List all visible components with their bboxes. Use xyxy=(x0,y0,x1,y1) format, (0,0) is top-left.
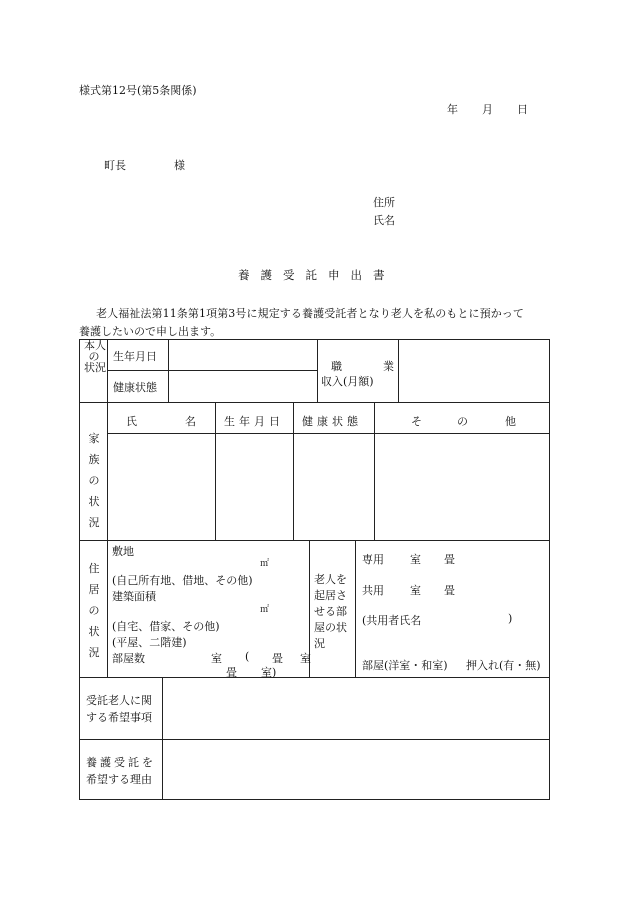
rooms-unit-3: 室) xyxy=(261,666,277,679)
shared-room-label: 共用 xyxy=(362,584,384,597)
wishes-field[interactable] xyxy=(166,680,546,736)
tatami-unit-1: 畳 xyxy=(272,652,283,665)
reason-field[interactable] xyxy=(166,742,546,797)
addressee-label: 町長 xyxy=(104,159,126,172)
health-field[interactable] xyxy=(172,373,316,399)
bottom-label-divider xyxy=(162,677,163,799)
rooms-unit-2: 室 xyxy=(300,652,311,665)
intro-line-2: 養護したいので申し出ます。 xyxy=(79,325,222,338)
tatami-unit-2: 畳 xyxy=(226,666,237,679)
addressee-suffix: 様 xyxy=(174,159,185,172)
birthdate-label: 生年月日 xyxy=(113,350,157,363)
family-col-divider-3 xyxy=(374,402,375,540)
private-room-unit: 室 xyxy=(410,553,421,566)
housing-label-divider xyxy=(107,540,108,677)
income-label: 収入(月額) xyxy=(321,375,374,388)
sqm-unit-1: ㎡ xyxy=(260,559,270,569)
date-month-label: 月 xyxy=(482,103,493,116)
col-birthdate: 生年月日 xyxy=(224,415,284,428)
date-day-label: 日 xyxy=(517,103,528,116)
document-title: 養護受託申出書 xyxy=(238,268,396,282)
family-other-field[interactable] xyxy=(377,436,547,538)
col-other-b: の xyxy=(457,415,468,428)
housing-status-label: 住 居 の 状 況 xyxy=(88,562,100,659)
family-col-divider-1 xyxy=(215,402,216,540)
rooms-label: 部屋数 xyxy=(112,652,145,665)
floor-options: (平屋、二階建) xyxy=(112,636,187,649)
private-tatami-unit: 畳 xyxy=(444,553,455,566)
sqm-unit-2: ㎡ xyxy=(260,605,270,615)
application-table xyxy=(79,339,550,800)
occupation-divider xyxy=(398,340,399,402)
date-year-label: 年 xyxy=(447,103,458,116)
occupation-label-a: 職 xyxy=(331,360,342,373)
private-room-label: 専用 xyxy=(362,553,384,566)
col-other-c: 他 xyxy=(505,415,516,428)
form-number: 様式第12号(第5条関係) xyxy=(79,84,197,97)
site-label: 敷地 xyxy=(112,545,134,558)
self-row-divider xyxy=(107,370,317,371)
col-name-a: 氏 xyxy=(126,415,137,428)
reason-label: 養護受託を 希望する理由 xyxy=(86,756,156,786)
occupation-label-b: 業 xyxy=(383,360,394,373)
family-status-label: 家 族 の 状 況 xyxy=(88,432,100,529)
self-mid-divider xyxy=(317,340,318,402)
elder-room-label: 老人を 起居さ せる部 屋の状 況 xyxy=(314,573,347,650)
rooms-unit: 室 xyxy=(211,652,222,665)
name-label: 氏名 xyxy=(373,214,395,227)
building-options: (自宅、借家、その他) xyxy=(112,620,220,633)
section-divider-1 xyxy=(80,402,549,403)
intro-line-1: 老人福祉法第11条第1項第3号に規定する養護受託者となり老人を私のもとに預かって xyxy=(96,307,524,320)
col-health: 健康状態 xyxy=(302,415,362,428)
family-name-field[interactable] xyxy=(110,436,213,538)
health-label: 健康状態 xyxy=(113,381,157,394)
co-user-label: (共用者氏名 xyxy=(362,614,422,627)
birthdate-field[interactable] xyxy=(172,342,316,368)
elder-room-divider xyxy=(355,540,356,677)
family-birthdate-field[interactable] xyxy=(218,436,291,538)
co-user-close: ) xyxy=(508,612,513,625)
shared-room-unit: 室 xyxy=(410,584,421,597)
wishes-label: 受託老人に関 する希望事項 xyxy=(86,694,152,724)
self-label-divider xyxy=(168,340,169,402)
family-health-field[interactable] xyxy=(296,436,372,538)
building-area-label: 建築面積 xyxy=(112,590,156,603)
family-header-divider xyxy=(107,433,549,434)
closet-options: 押入れ(有・無) xyxy=(466,659,541,672)
room-type-options: 部屋(洋室・和室) xyxy=(362,659,448,672)
section-divider-3 xyxy=(80,677,549,678)
label-col-divider-top xyxy=(107,340,108,540)
section-divider-4 xyxy=(80,739,549,740)
self-status-label: 本人 の 状況 xyxy=(84,339,106,374)
shared-tatami-unit: 畳 xyxy=(444,584,455,597)
occupation-income-field[interactable] xyxy=(402,342,546,400)
section-divider-2 xyxy=(80,540,549,541)
col-other-a: そ xyxy=(411,415,422,428)
address-label: 住所 xyxy=(373,196,395,209)
family-col-divider-2 xyxy=(293,402,294,540)
col-name-b: 名 xyxy=(185,415,196,428)
rooms-paren-open: ( xyxy=(245,650,250,663)
site-options: (自己所有地、借地、その他) xyxy=(112,574,253,587)
